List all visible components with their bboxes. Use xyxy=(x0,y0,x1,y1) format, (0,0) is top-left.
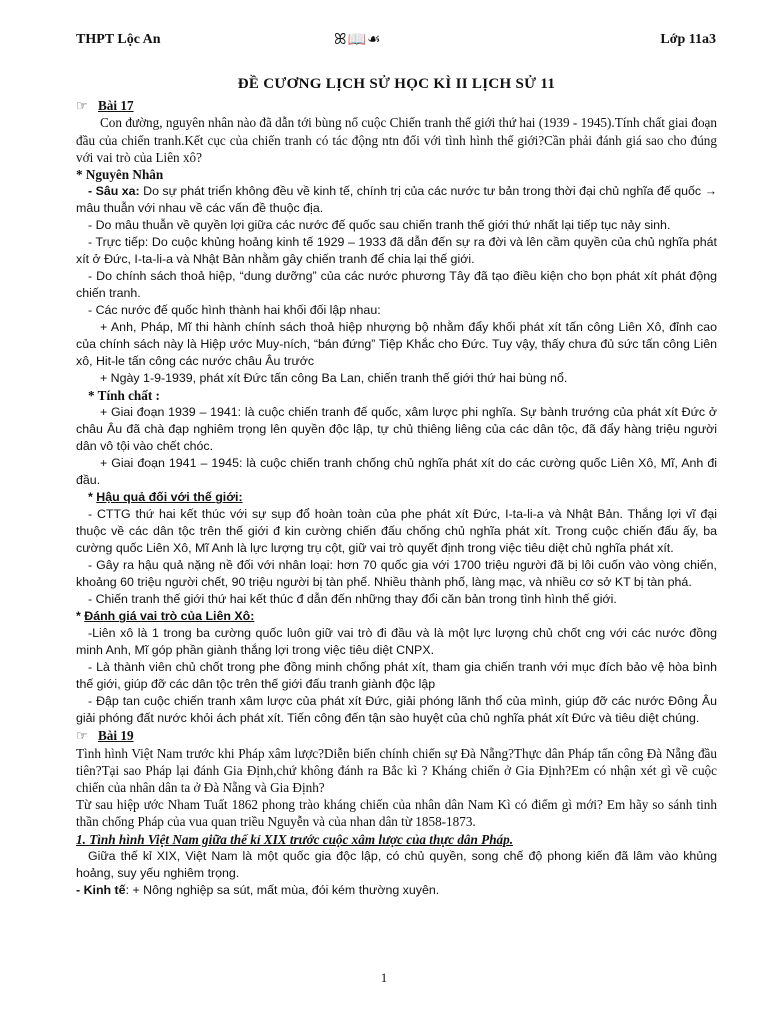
truc-tiep-label: - Trực tiếp: xyxy=(88,235,149,250)
hau-qua-heading: * Hậu quả đối với thế giới: xyxy=(88,490,243,505)
tc-item: + Giai đoạn 1939 – 1941: là cuộc chiến tranh đế quốc, xâm lược phi nghĩa. Sự bành trướng của phát xít Đức ở châu Âu đã chà đạp nghiêm trọng lên quyền độc lập, tự chủ thiêng liêng của các dân tộc, đã đẩy hàng triệu người dân vô tội vào chết chóc. xyxy=(76,405,717,454)
pointing-hand-icon: ☞ xyxy=(76,728,88,744)
dg-item: -Liên xô là 1 trong ba cường quốc luôn giữ vai trò đi đầu và là một lực lượng chủ chốt cng với các nước đồng minh Anh, Mĩ góp phần giành thắng lợi trong việc tiêu diệt CNPX. xyxy=(76,626,717,658)
school-name: THPT Lộc An xyxy=(76,32,161,47)
sau-xa-label: - Sâu xa: xyxy=(88,184,140,199)
page-header xyxy=(76,32,716,54)
nn-item: - Các nước đế quốc hình thành hai khối đối lập nhau: xyxy=(88,303,381,318)
bai19-body xyxy=(76,848,717,899)
tc-item: + Giai đoạn 1941 – 1945: là cuộc chiến tranh chống chủ nghĩa phát xít do các cường quốc Liên Xô, Mĩ, Anh đi đầu. xyxy=(76,456,717,488)
header-ornament: ꕤ📖☙ xyxy=(334,32,382,48)
document-title: ĐỀ CƯƠNG LỊCH SỬ HỌC KÌ II LỊCH SỬ 11 xyxy=(237,76,556,92)
danh-gia-heading: * Đánh giá vai trò của Liên Xô: xyxy=(76,609,255,624)
pointing-hand-icon: ☞ xyxy=(76,98,88,114)
bai17-heading-text: Bài 17 xyxy=(98,98,134,114)
hq-item: - CTTG thứ hai kết thúc với sự sụp đổ hoàn toàn của phe phát xít Đức, I-ta-li-a và Nhật Bản. Thắng lợi vĩ đại thuộc về các dân tộc trên thế giới đ kin cường chiến đấu chống chủ nghĩa phát xít. Trong cuộc chiến đấu ấy, ba cường quốc Liên Xô, Mĩ Anh là lực lượng trụ cột, giữ vai trò quyết định trong việc tiêu diệt chủ nghĩa phát xít. xyxy=(76,507,717,556)
bai19-heading-text: Bài 19 xyxy=(98,728,134,744)
hq-item: - Chiến tranh thế giới thứ hai kết thúc đ dẫn đến những thay đổi căn bản trong tình hình thế giới. xyxy=(88,592,617,607)
nn-item: - Do chính sách thoả hiệp, “dung dưỡng” của các nước phương Tây đã tạo điều kiện cho bọn phát xít phát động chiến tranh. xyxy=(76,269,717,301)
nguyen-nhan-heading: * Nguyên Nhân xyxy=(76,167,164,183)
bai19-question-1: Tình hình Việt Nam trước khi Pháp xâm lược?Diễn biến chính chiến sự Đà Nẵng?Thực dân Pháp tấn công Đà Nẵng đầu tiên?Tại sao Pháp lại đánh Gia Định,chứ không đánh ra Bắc kì ? Kháng chiến ở Gia Định?Em có nhận xét gì về cuộc chiến của nhân dân ta ở Đà Nẵng và Gia Định? xyxy=(76,745,717,796)
nn-item: - Do mâu thuẫn về quyền lợi giữa các nước đế quốc sau chiến tranh thế giới thứ nhất lại tiếp tục nảy sinh. xyxy=(88,218,671,233)
truc-tiep-text: Do cuộc khủng hoảng kinh tế 1929 – 1933 đã dẫn đến sự ra đời và lên cầm quyền của chủ nghĩa phát xít ở Đức, I-ta-li-a và Nhật Bản nhằm gây chiến tranh để chia lại thế giới. xyxy=(76,235,717,267)
bai19-heading xyxy=(76,727,717,744)
document-body xyxy=(76,74,717,899)
bai19-question-2: Từ sau hiệp ước Nham Tuất 1862 phong trào kháng chiến của nhân dân Nam Kì có điểm gì mới? Em hãy so sánh tinh thần chống Pháp của vua quan triều Nguyễn và của nhan dân từ 1858-1873. xyxy=(76,797,717,830)
page-number: 1 xyxy=(380,970,388,985)
hau-qua-list xyxy=(76,506,717,608)
kinh-te-text: : + Nông nghiệp sa sút, mất mùa, đói kém thường xuyên. xyxy=(125,882,440,897)
danh-gia-list xyxy=(76,625,717,727)
kinh-te-label: - Kinh tế xyxy=(76,882,126,897)
bai17-question: Con đường, nguyên nhân nào đã dẫn tới bùng nổ cuộc Chiến tranh thế giới thứ hai (1939 - 1945).Tính chất giai đoạn đầu của chiến tranh.Kết cục của chiến tranh có tác động ntn đối với tình hình thế giới?Cần phải đánh giá sao cho đúng với vai trò của Liên xô? xyxy=(76,115,717,165)
class-name: Lớp 11a3 xyxy=(660,32,716,47)
bai19-subheading: 1. Tình hình Việt Nam giữa thế kỉ XIX trước cuộc xâm lược của thực dân Pháp. xyxy=(76,831,514,847)
nn-item: + Ngày 1-9-1939, phát xít Đức tấn công Ba Lan, chiến tranh thế giới thứ hai bùng nổ. xyxy=(100,371,568,386)
dg-item: - Là thành viên chủ chốt trong phe đồng minh chống phát xít, tham gia chiến tranh với mục đích bảo vệ hòa bình thế giới, giúp đỡ các dân tộc trên thế giới đấu tranh giành độc lập xyxy=(76,660,717,692)
nguyen-nhan-list xyxy=(76,183,717,387)
bai17-heading xyxy=(76,97,717,114)
sau-xa-text: Do sự phát triển không đều về kinh tế, chính trị của các nước tư bản trong thời đại chủ nghĩa đế quốc → mâu thuẫn với nhau về các vấn đề thuộc địa. xyxy=(76,184,717,216)
tinh-chat-heading: * Tính chất : xyxy=(88,388,160,404)
hq-item: - Gây ra hậu quả nặng nề đối với nhân loại: hơn 70 quốc gia với 1700 triệu người đã bị lôi cuốn vào vòng chiến, khoảng 60 triệu người chết, 90 triệu người bị tàn phế. Nhiều thành phố, làng mạc, và nhiều cơ sở KT bị tàn phá. xyxy=(76,558,717,590)
tinh-chat-list xyxy=(76,404,717,489)
bai19-paragraph: Giữa thế kỉ XIX, Việt Nam là một quốc gia độc lập, có chủ quyền, song chế độ phong kiến đã lâm vào khủng hoảng, suy yếu nghiêm trọng. xyxy=(76,848,717,880)
nn-item: + Anh, Pháp, Mĩ thi hành chính sách thoả hiệp nhượng bộ nhằm đẩy khối phát xít tấn công Liên Xô, đỉnh cao của chính sách này là Hiệp ước Muy-ních, “bán đứng” Tiệp Khắc cho Đức. Tuy vậy, thấy chưa đủ sức tấn công Liên xô, Hit-le tấn công các nước châu Âu trước xyxy=(76,320,717,369)
dg-item: - Đập tan cuộc chiến tranh xâm lược của phát xít Đức, giải phóng lãnh thổ của mình, giúp đỡ các nước Đông Âu giải phóng đất nước khỏi ách phát xít. Tiến công đến tận sào huyệt của chủ nghĩa phát xít Đức và tiêu diệt chúng. xyxy=(76,694,717,726)
